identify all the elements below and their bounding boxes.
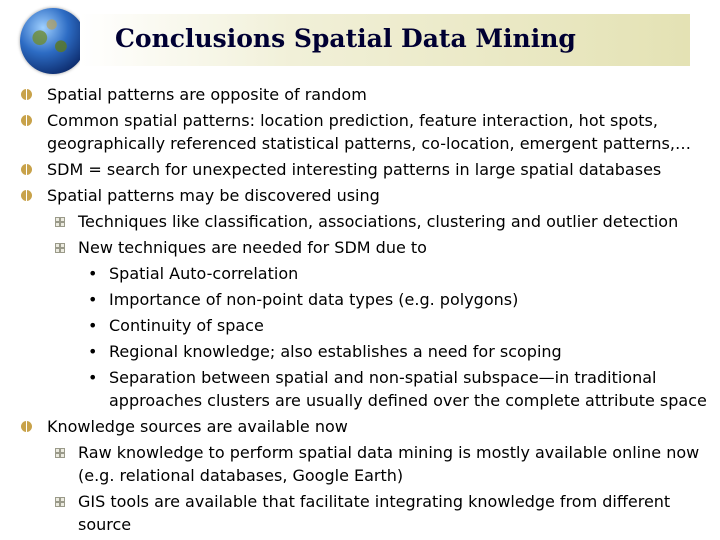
list-item-text-continued: geographically referenced statistical patterns, co-location, emergent patterns,… — [47, 134, 691, 153]
bullet-icon — [21, 190, 32, 201]
list-item — [0, 262, 720, 285]
sub-bullet-icon — [55, 448, 65, 458]
list-item-text: New techniques are needed for SDM due to — [78, 238, 427, 257]
list-item-text: Continuity of space — [109, 316, 264, 335]
list-item-text-continued: source — [78, 515, 132, 534]
sub-bullet-icon — [55, 243, 65, 253]
bullet-icon — [21, 115, 32, 126]
dot-bullet-icon: • — [88, 342, 98, 361]
list-item-text-continued: (e.g. relational databases, Google Earth) — [78, 466, 404, 485]
list-item — [0, 314, 720, 337]
list-item-text: Separation between spatial and non-spatial subspace—in traditional — [109, 368, 657, 387]
list-item — [0, 210, 720, 233]
dot-bullet-icon: • — [88, 316, 98, 335]
bullet-icon — [21, 421, 32, 432]
list-item-text: Importance of non-point data types (e.g. polygons) — [109, 290, 519, 309]
page-title: Conclusions Spatial Data Mining — [115, 24, 576, 53]
list-item-text: Techniques like classification, associations, clustering and outlier detection — [78, 212, 679, 231]
sub-bullet-icon — [55, 497, 65, 507]
list-item — [0, 366, 720, 412]
list-item — [0, 441, 720, 487]
list-item — [0, 415, 720, 438]
globe-icon — [20, 8, 86, 74]
list-item — [0, 288, 720, 311]
list-item — [0, 184, 720, 207]
list-item-text: SDM = search for unexpected interesting patterns in large spatial databases — [47, 160, 662, 179]
bullet-list — [0, 83, 720, 539]
list-item-text: Spatial patterns may be discovered using — [47, 186, 380, 205]
list-item — [0, 109, 720, 155]
list-item-text: Spatial Auto-correlation — [109, 264, 299, 283]
bullet-icon — [21, 164, 32, 175]
list-item-text: Regional knowledge; also establishes a need for scoping — [109, 342, 562, 361]
list-item-text-continued: approaches clusters are usually defined over the complete attribute space — [109, 391, 707, 410]
sub-bullet-icon — [55, 217, 65, 227]
list-item-text: Raw knowledge to perform spatial data mining is mostly available online now — [78, 443, 700, 462]
list-item — [0, 340, 720, 363]
list-item-text: Spatial patterns are opposite of random — [47, 85, 367, 104]
bullet-icon — [21, 89, 32, 100]
list-item — [0, 83, 720, 106]
list-item — [0, 236, 720, 259]
dot-bullet-icon: • — [88, 368, 98, 387]
dot-bullet-icon: • — [88, 290, 98, 309]
list-item-text: Common spatial patterns: location prediction, feature interaction, hot spots, — [47, 111, 658, 130]
list-item — [0, 490, 720, 536]
list-item-text: Knowledge sources are available now — [47, 417, 348, 436]
list-item-text: GIS tools are available that facilitate integrating knowledge from different — [78, 492, 671, 511]
list-item — [0, 158, 720, 181]
dot-bullet-icon: • — [88, 264, 98, 283]
